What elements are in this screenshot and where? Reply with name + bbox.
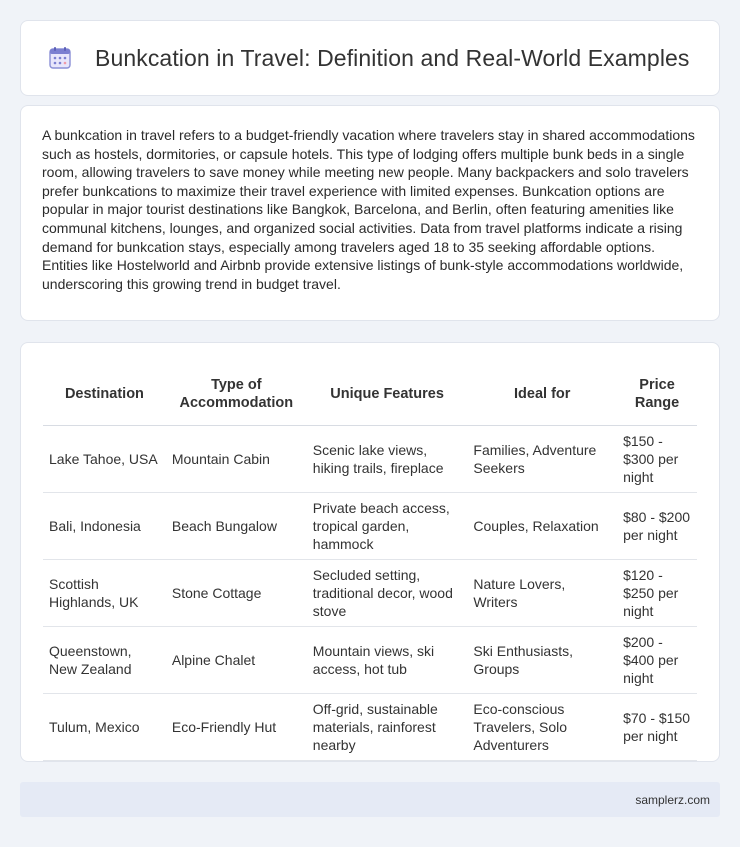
cell-destination: Queenstown, New Zealand: [43, 626, 166, 693]
cell-price: $70 - $150 per night: [617, 693, 697, 760]
cell-type: Mountain Cabin: [166, 425, 307, 492]
cell-destination: Lake Tahoe, USA: [43, 425, 166, 492]
table-row: [43, 693, 697, 760]
cell-features: Scenic lake views, hiking trails, fireplace: [307, 425, 468, 492]
cell-features: Off-grid, sustainable materials, rainforest nearby: [307, 693, 468, 760]
intro-paragraph: A bunkcation in travel refers to a budget-friendly vacation where travelers stay in shared accommodations such as hostels, dormitories, or capsule hotels. This type of lodging offers multiple bunk beds in a single room, allowing travelers to save money while meeting new people. Many backpackers and solo travelers prefer bunkcations to maximize their travel experience with limited expenses. Bunkcation options are popular in major tourist destinations like Bangkok, Barcelona, and Berlin, often featuring amenities like communal kitchens, lounges, and organized social activities. Data from travel platforms indicate a rising demand for bunkcation stays, especially among travelers aged 18 to 35 seeking affordable options. Entities like Hostelworld and Airbnb provide extensive listings of bunk-style accommodations worldwide, underscoring this growing trend in budget travel.: [42, 127, 695, 292]
cell-price: $150 - $300 per night: [617, 425, 697, 492]
cell-destination: Bali, Indonesia: [43, 492, 166, 559]
intro-card: [20, 105, 720, 321]
cell-destination: Scottish Highlands, UK: [43, 559, 166, 626]
title-card: [20, 20, 720, 96]
table-header-row: [43, 363, 697, 425]
header-destination: Destination: [43, 363, 166, 425]
cell-features: Private beach access, tropical garden, hammock: [307, 492, 468, 559]
cell-price: $120 - $250 per night: [617, 559, 697, 626]
header-type: Type of Accommodation: [166, 363, 307, 425]
cell-ideal-for: Nature Lovers, Writers: [467, 559, 617, 626]
cell-ideal-for: Eco-conscious Travelers, Solo Adventurers: [467, 693, 617, 760]
calendar-icon: [47, 45, 73, 71]
cell-type: Beach Bungalow: [166, 492, 307, 559]
cell-type: Alpine Chalet: [166, 626, 307, 693]
footer-site-link[interactable]: samplerz.com: [635, 792, 710, 807]
cell-type: Stone Cottage: [166, 559, 307, 626]
table-row: [43, 626, 697, 693]
table-row: [43, 492, 697, 559]
header-price: Price Range: [617, 363, 697, 425]
cell-ideal-for: Couples, Relaxation: [467, 492, 617, 559]
table-row: [43, 559, 697, 626]
header-ideal-for: Ideal for: [467, 363, 617, 425]
cell-features: Secluded setting, traditional decor, wood stove: [307, 559, 468, 626]
page-title: Bunkcation in Travel: Definition and Real-World Examples: [95, 44, 690, 71]
table-card: [20, 342, 720, 762]
cell-price: $200 - $400 per night: [617, 626, 697, 693]
cell-ideal-for: Ski Enthusiasts, Groups: [467, 626, 617, 693]
cell-price: $80 - $200 per night: [617, 492, 697, 559]
footer: [20, 782, 720, 817]
cell-ideal-for: Families, Adventure Seekers: [467, 425, 617, 492]
accommodation-table: [43, 363, 697, 761]
table-row: [43, 425, 697, 492]
header-features: Unique Features: [307, 363, 468, 425]
cell-type: Eco-Friendly Hut: [166, 693, 307, 760]
cell-destination: Tulum, Mexico: [43, 693, 166, 760]
cell-features: Mountain views, ski access, hot tub: [307, 626, 468, 693]
